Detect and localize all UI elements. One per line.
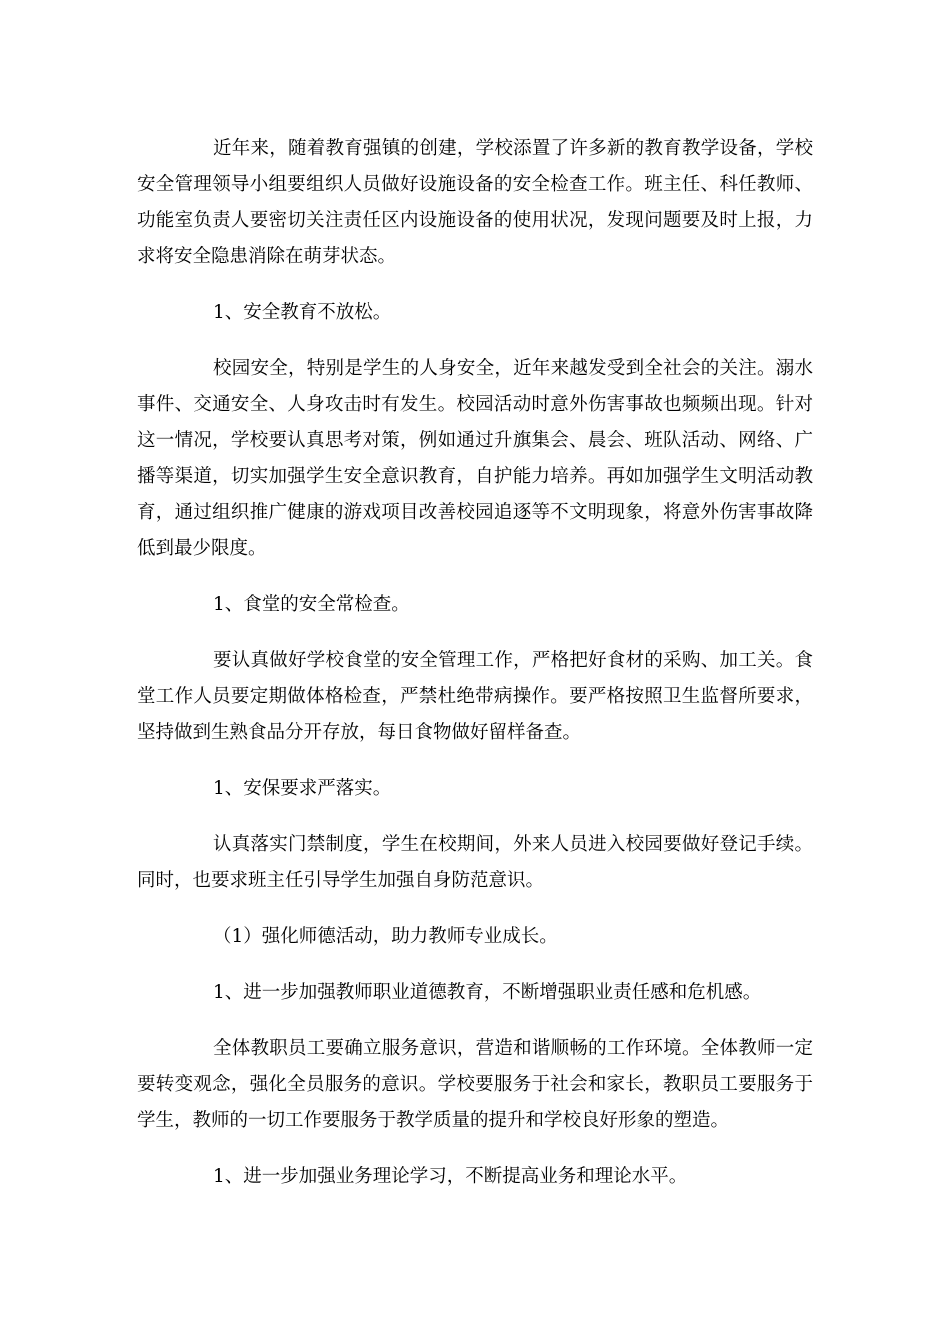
document-body [137, 131, 813, 1215]
paragraph-access-control: 认真落实门禁制度，学生在校期间，外来人员进入校园要做好登记手续。同时，也要求班主任引导学生加强自身防范意识。 [137, 834, 813, 891]
paragraph-campus-safety: 校园安全，特别是学生的人身安全，近年来越发受到全社会的关注。溺水事件、交通安全、人身攻击时有发生。校园活动时意外伤害事故也频频出现。针对这一情况，学校要认真思考对策，例如通过升旗集会、晨会、班队活动、网络、广播等渠道，切实加强学生安全意识教育，自护能力培养。再如加强学生文明活动教育，通过组织推广健康的游戏项目改善校园追逐等不文明现象，将意外伤害事故降低到最少限度。 [137, 358, 813, 559]
paragraph-facility-inspection: 近年来，随着教育强镇的创建，学校添置了许多新的教育教学设备，学校安全管理领导小组要组织人员做好设施设备的安全检查工作。班主任、科任教师、功能室负责人要密切关注责任区内设施设备的使用状况，发现问题要及时上报，力求将安全隐患消除在萌芽状态。 [137, 138, 813, 267]
heading-theory-study: 1、进一步加强业务理论学习，不断提高业务和理论水平。 [213, 1166, 688, 1187]
heading-canteen-inspection: 1、食堂的安全常检查。 [213, 594, 410, 615]
heading-teacher-ethics: （1）强化师德活动，助力教师专业成长。 [213, 926, 558, 947]
paragraph-service-awareness: 全体教职员工要确立服务意识，营造和谐顺畅的工作环境。全体教师一定要转变观念，强化全员服务的意识。学校要服务于社会和家长，教职员工要服务于学生，教师的一切工作要服务于教学质量的提升和学校良好形象的塑造。 [137, 1038, 813, 1131]
paragraph-canteen-management: 要认真做好学校食堂的安全管理工作，严格把好食材的采购、加工关。食堂工作人员要定期做体格检查，严禁杜绝带病操作。要严格按照卫生监督所要求，坚持做到生熟食品分开存放，每日食物做好留样备查。 [137, 650, 813, 743]
heading-security-requirements: 1、安保要求严落实。 [213, 778, 392, 799]
heading-professional-ethics: 1、进一步加强教师职业道德教育，不断增强职业责任感和危机感。 [213, 982, 762, 1003]
heading-safety-education: 1、安全教育不放松。 [213, 302, 392, 323]
